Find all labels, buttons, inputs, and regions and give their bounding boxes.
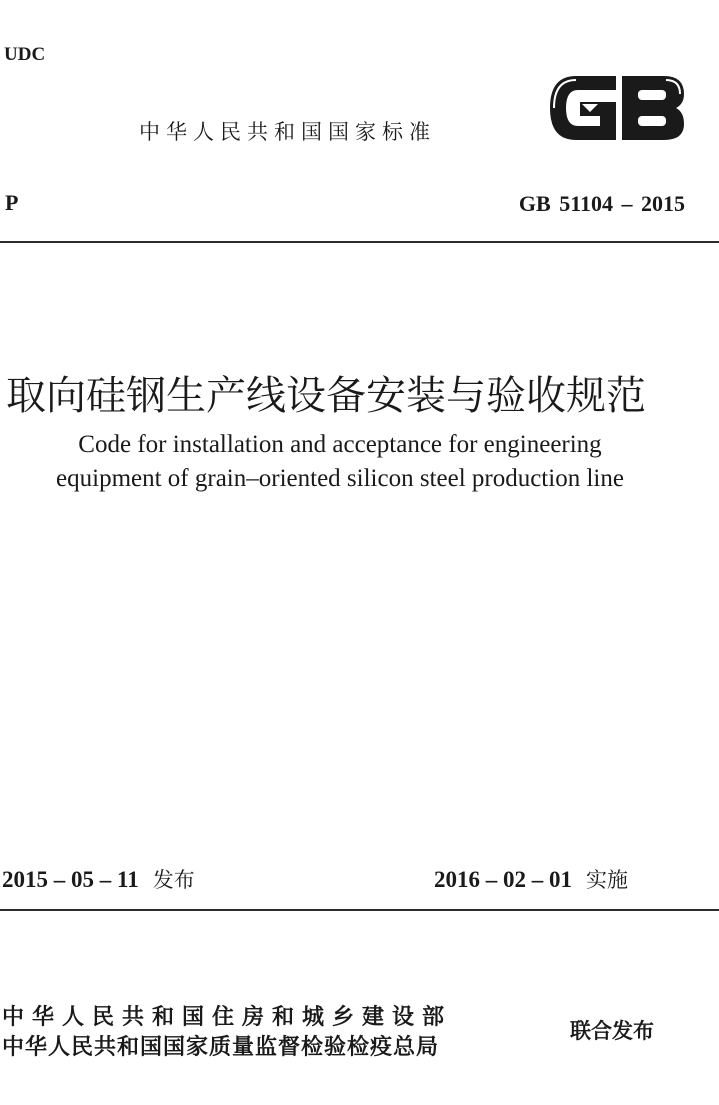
standard-number: GB 51104 – 2015 bbox=[518, 191, 685, 216]
title-english-line-2: equipment of grain–oriented silicon steel production line bbox=[56, 465, 624, 492]
category-code: P bbox=[5, 190, 19, 215]
gb-logo-icon bbox=[546, 72, 688, 144]
national-standard-heading: 中华人民共和国国家标准 bbox=[139, 120, 436, 144]
joint-issue-label: 联合发布 bbox=[570, 1019, 654, 1043]
title-english-line-1: Code for installation and acceptance for engineering bbox=[78, 431, 602, 458]
issuer-ministry-housing: 中华人民共和国住房和城乡建设部 bbox=[2, 1005, 453, 1030]
udc-label: UDC bbox=[4, 44, 46, 65]
issue-date: 2015 – 05 – 11 bbox=[2, 867, 139, 892]
top-divider bbox=[0, 241, 719, 243]
effective-date: 2016 – 02 – 01 bbox=[434, 867, 572, 892]
effective-date-block bbox=[434, 864, 628, 894]
issuer-aqsiq: 中华人民共和国国家质量监督检验检疫总局 bbox=[2, 1035, 440, 1060]
title-english bbox=[0, 428, 680, 496]
effective-label: 实施 bbox=[586, 868, 628, 892]
issue-label: 发布 bbox=[152, 868, 195, 892]
title-chinese: 取向硅钢生产线设备安装与验收规范 bbox=[6, 373, 646, 419]
bottom-divider bbox=[0, 909, 719, 911]
issue-date-block bbox=[2, 864, 195, 894]
